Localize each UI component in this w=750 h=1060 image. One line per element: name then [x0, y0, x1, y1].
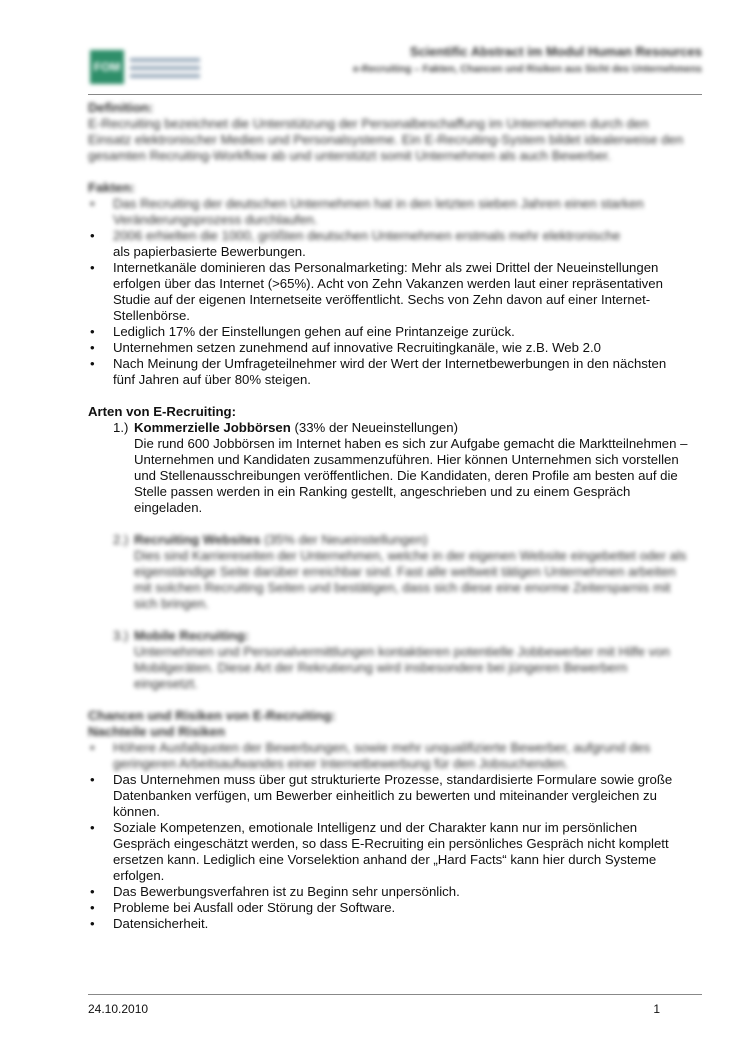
list-item: • Höhere Ausfallquoten der Bewerbungen, sowie mehr unqualifizierte Bewerber, aufgrund des geringeren Arbeitsaufwandes einer Internetbewerbung für den Jobsuchenden. [88, 740, 688, 772]
list-item: • Probleme bei Ausfall oder Störung der Software. [88, 900, 688, 916]
item-text: Die rund 600 Jobbörsen im Internet haben es sich zur Aufgabe gemacht die Marktteilnehmen – Unternehmen und Kandidaten zusammenzuführen. Hier können Unternehmen sich vorstellen und Stellenausschreibungen veröffentlichen. Die Kandidaten, deren Profile am besten auf die Stelle passen werden in ein Ranking gestellt, angeschrieben und zu einem Gespräch eingeladen. [134, 436, 688, 515]
list-item-text-blurred: • 2006 erhielten die 1000, größten deutschen Unternehmen erstmals mehr elektronische [113, 228, 621, 243]
item-title: Kommerzielle Jobbörsen [134, 420, 291, 435]
list-item: • Nach Meinung der Umfrageteilnehmer wird der Wert der Internetbewerbungen in den nächsten fünf Jahren auf über 80% steigen. [88, 356, 688, 388]
fakten-list [88, 196, 688, 388]
chancen-headings [88, 708, 688, 740]
definition-text: E-Recruiting bezeichnet die Unterstützung der Personalbeschaffung im Unternehmen durch den Einsatz elektronischer Medien und Personalsysteme. Ein E-Recruiting-System bildet idealerweise den gesamten Recruiting-Workflow ab und unterstützt somit Unternehmen als auch Bewerber. [88, 116, 684, 163]
fakten-heading: Fakten: [88, 180, 135, 195]
item-text: Dies sind Karriereseiten der Unternehmen, welche in der eigenen Website eingebettet oder als eigenständige Seite darüber erreichbar sind. Fast alle weltweit tätigen Unternehmen arbeiten mit solchen Recruiting Seiten und bestätigen, dass sich diese eine enorme Zeitersparnis mit sich bringen. [134, 548, 687, 611]
arten-item-2 [88, 532, 688, 612]
list-item: • Unternehmen setzen zunehmend auf innovative Recruitingkanäle, wie z.B. Web 2.0 [88, 340, 688, 356]
item-title: Recruiting Websites [134, 532, 261, 547]
header-title: Scientific Abstract im Modul Human Resources [409, 44, 702, 59]
arten-item-1 [88, 420, 688, 516]
list-item [88, 228, 688, 260]
chancen-list [88, 740, 688, 932]
logo-mark: FOM [90, 50, 124, 84]
chancen-heading: Chancen und Risiken von E-Recruiting: [88, 708, 336, 723]
item-number: 1.) [113, 420, 129, 435]
list-item: • Das Recruiting der deutschen Unternehmen hat in den letzten sieben Jahren einen starken Veränderungsprozess durchlaufen. [88, 196, 688, 228]
header-subtitle: e-Recruiting – Fakten, Chancen und Risiken aus Sicht des Unternehmens [353, 64, 702, 75]
definition-heading: Definition: [88, 100, 154, 115]
list-item: • Das Bewerbungsverfahren ist zu Beginn sehr unpersönlich. [88, 884, 688, 900]
chancen-subheading: Nachteile und Risiken [88, 724, 226, 739]
list-item: • Datensicherheit. [88, 916, 688, 932]
footer-date: 24.10.2010 [88, 1002, 149, 1016]
logo [90, 50, 210, 86]
document-body [88, 100, 688, 932]
page-header [90, 42, 702, 92]
item-number: 3.) [113, 628, 129, 643]
page-number: 1 [653, 1002, 660, 1016]
footer-rule [88, 994, 702, 995]
list-item: • Internetkanäle dominieren das Personalmarketing: Mehr als zwei Drittel der Neueinstellungen erfolgen über das Internet (>65%). Acht von Zehn Vakanzen werden laut einer repräsentativen Studie auf der eigenen Internetseite veröffentlicht. Sechs von Zehn davon auf einer Internet-Stellenbörse. [88, 260, 688, 324]
list-item-text: als papierbasierte Bewerbungen. [113, 244, 306, 259]
list-item: • Soziale Kompetenzen, emotionale Intelligenz und der Charakter kann nur im persönlichen Gespräch eingeschätzt werden, so dass E-Recruiting ein persönliches Gespräch nicht komplett ersetzen kann. Lediglich eine Vorselektion anhand der „Hard Facts“ kann hier durch Systeme erfolgen. [88, 820, 688, 884]
arten-heading: Arten von E-Recruiting: [88, 404, 236, 419]
item-number: 2.) [113, 532, 129, 547]
list-item: • Lediglich 17% der Einstellungen gehen auf eine Printanzeige zurück. [88, 324, 688, 340]
item-text: Unternehmen und Personalvermittlungen kontaktieren potentielle Jobbewerber mit Hilfe von Mobilgeräten. Diese Art der Rekrutierung wird insbesondere bei jüngeren Bewerbern eingesetzt. [134, 644, 670, 691]
item-suffix: (33% der Neueinstellungen) [290, 420, 458, 435]
item-suffix: (35% der Neueinstellungen) [260, 532, 428, 547]
logo-wordmark [130, 58, 200, 82]
item-title: Mobile Recruiting: [134, 628, 250, 643]
definition-section [88, 100, 688, 164]
header-rule [88, 94, 702, 95]
arten-item-3 [88, 628, 688, 692]
list-item: • Das Unternehmen muss über gut strukturierte Prozesse, standardisierte Formulare sowie große Datenbanken verfügen, um Bewerber einheitlich zu bewerten und miteinander vergleichen zu können. [88, 772, 688, 820]
